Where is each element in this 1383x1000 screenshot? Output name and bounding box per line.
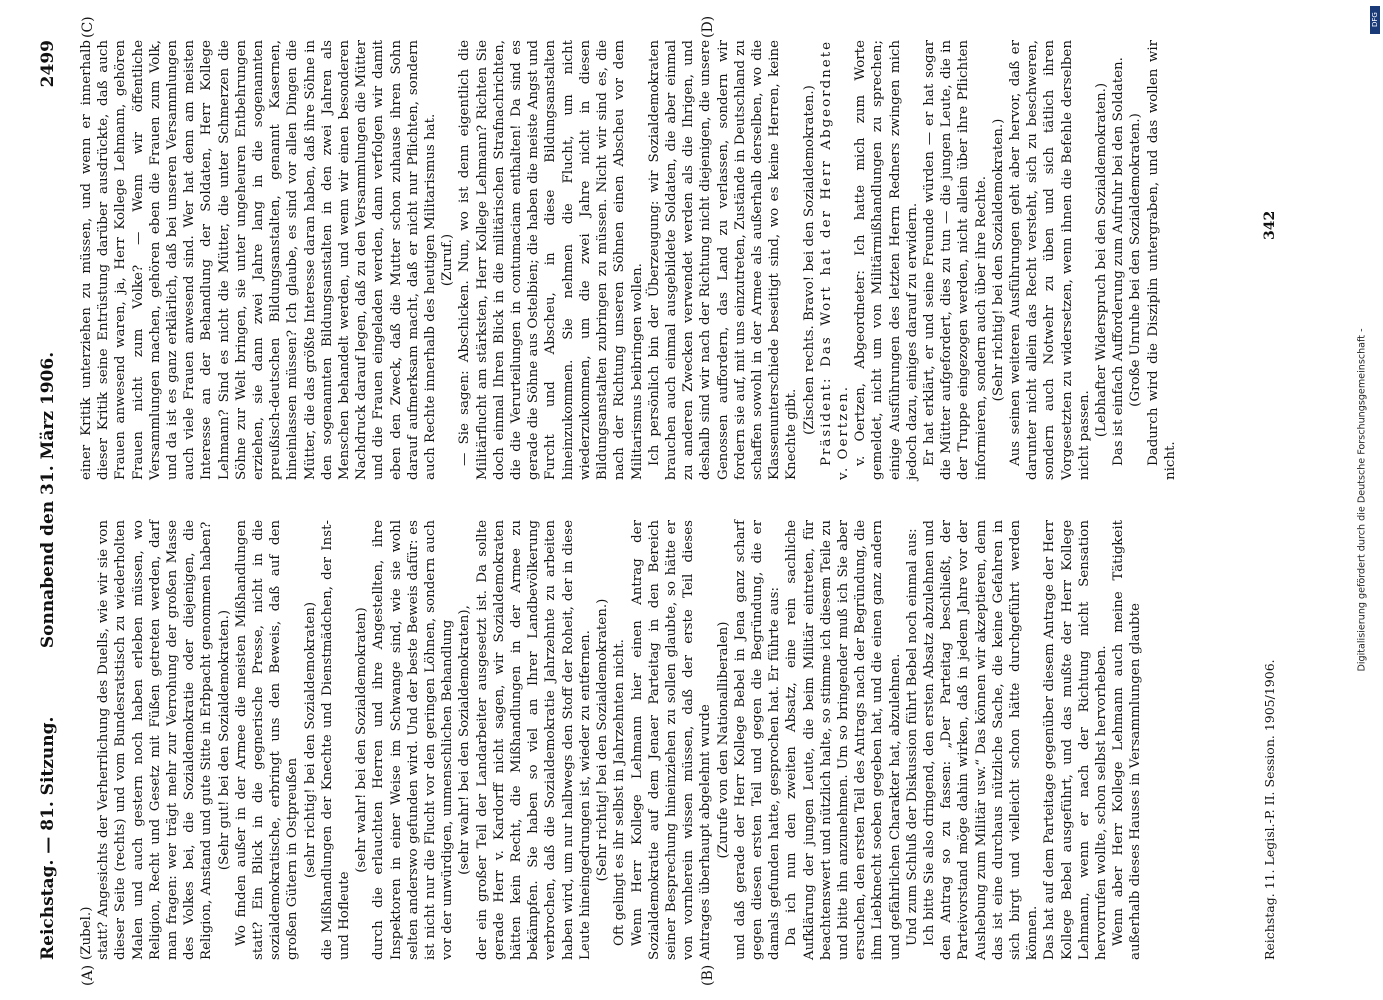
right-column-paragraph: v. Oertzen, Abgeordneter: Ich hatte mich zum Worte gemeldet, nicht um von Militärmißhandlungen zu sprechen; einige Ausführungen des letzten Herrn Redners zwingen mich jedoch dazu, einiges darauf zu erwidern. bbox=[853, 40, 920, 480]
marker-a: (A) bbox=[80, 964, 96, 986]
left-column-paragraph: Da ich nun den zweiten Absatz, eine rein sachliche Aufklärung der jungen Leute, die beim Militär eintreten, für beachtenswert und nützlich halte, so stimme ich diesem Teile zu und bitte ihn anzunehmen. Um so bringender muß ich Sie aber ersuchen, den ersten Teil des Antrags nach der Begründung, die ihm Liebknecht soeben gegeben hat, und die einen ganz andern und gefährlichen Charakter hat, abzulehnen. bbox=[784, 520, 903, 960]
left-column-paragraph: (Zubel.) bbox=[79, 906, 94, 960]
left-column bbox=[78, 520, 1145, 960]
right-column-paragraph: einer Kritik unterziehen zu müssen, und wenn er innerhalb dieser Kritik seine Entrüstung darüber ausdrückte, daß auch Frauen anwesend waren, ja, Herr Kollege Lehmann, gehören Frauen nicht zum Volke? — Wenn wir öffentliche Versammlungen machen, gehören eben die Frauen zum Volk, und da ist es ganz erklärlich, daß bei unseren Versammlungen auch viele Frauen anwesend sind. Wer hat denn am meisten Interesse an der Behandlung der Soldaten, Herr Kollege Lehmann? Sind es nicht die Mütter, die unter Schmerzen die Söhne zur Welt bringen, sie unter ungeheuren Entbehrungen erziehen, sie dann zwei Jahre lang in die sogenannten preußisch-deutschen Bildungsanstalten, genannt Kasernen, hineinlassen müssen? Ich glaube, es sind vor allen Dingen die Mütter, die das größte Interesse daran haben, daß ihre Söhne in den sogenannten Bildungsanstalten in den zwei Jahren als Menschen behandelt werden, und wenn wir einen besonderen Nachdruck darauf legen, daß zu den Versammlungen die Mütter und die Frauen eingeladen werden, dann verfolgen wir damit eben den Zweck, daß die Mutter schon zuhause ihren Sohn darauf aufmerksam macht, daß er nicht nur Pflichten, sondern auch Rechte innerhalb des heutigen Militarismus hat. bbox=[79, 40, 439, 480]
left-column-paragraph: Oft gelingt es ihr selbst in Jahrzehnten nicht. bbox=[612, 639, 628, 946]
right-column-paragraph: (Lebhafter Widerspruch bei den Sozialdemokraten.) bbox=[1093, 82, 1109, 438]
left-column-paragraph: und daß gerade der Herr Kollege Bebel in Jena ganz scharf gegen diesen ersten Teil und gegen die Begründung, die er damals gefunden hatte, gesprochen hat. Er führte aus: bbox=[732, 520, 783, 960]
left-column-paragraph: Wo finden außer in der Armee die meisten Mißhandlungen statt? Ein Blick in die gegnerische Presse, nicht in die sozialdemokratische, erbringt uns den Beweis, daß auf den großen Gütern in Ostpreußen bbox=[233, 520, 301, 960]
right-column-paragraph: (Große Unruhe bei den Sozialdemokraten.) bbox=[1128, 113, 1144, 407]
page-header bbox=[38, 40, 66, 960]
left-column-paragraph: die Mißhandlungen der Knechte und Dienstmädchen, der Inst- und Hofleute bbox=[319, 520, 353, 960]
page-signature: 342 bbox=[1262, 210, 1278, 240]
right-column-paragraph: Ich persönlich bin der Überzeugung: wir Sozialdemokraten brauchen auch einmal ausgebildete Soldaten, die aber einmal zu anderen Zwecken verwendet werden als die Ihrigen, und deshalb sind wir nach der Richtung nicht diejenigen, die unsere Genossen auffordern, das Land zu verlassen, sondern wir fordern sie auf, mit uns einzutreten, Zustände in Deutschland zu schaffen sowohl in der Armee als außerhalb derselben, wo die Klassenunterschiede beseitigt sind, wo es keine Herren, keine Knechte gibt. bbox=[646, 40, 800, 480]
left-column-paragraph: durch die erlauchten Herren und ihre Angestellten, ihre Inspektoren in einer Weise im Schwange sind, wie sie wohl selten anderswo gefunden wird. Und der beste Beweis dafür: es ist nicht nur die Flucht vor den geringen Löhnen, sondern auch vor der unwürdigen, unmenschlichen Behandlung bbox=[371, 520, 456, 960]
right-column-paragraph: (Zuruf.) bbox=[440, 233, 456, 287]
dfg-logo: DFG bbox=[1370, 6, 1380, 34]
right-column-paragraph: Das ist einfach Aufforderung zum Aufruhr bei den Soldaten. bbox=[1111, 57, 1127, 466]
marker-b: (B) bbox=[700, 964, 716, 986]
right-column-paragraph: (Sehr richtig! bei den Sozialdemokraten.) bbox=[990, 118, 1006, 402]
page-footer: Reichstag. 11. Legisl.-P. II. Session. 1905/1906. bbox=[1262, 659, 1277, 960]
marker-c: (C) bbox=[80, 16, 96, 38]
left-column-paragraph: Und zum Schluß der Diskussion führt Bebel noch einmal aus: bbox=[904, 528, 920, 946]
right-column-paragraph: Er hat erklärt, er und seine Freunde würden — er hat sogar die Mütter aufgefordert, dies zu tun — die jungen Leute, die in der Truppe eingezogen werden, nicht allein über ihre Pflichten informieren, sondern auch über ihre Rechte. bbox=[921, 40, 989, 480]
left-column-paragraph: (Zurufe von den Nationalliberalen) bbox=[715, 621, 731, 859]
left-column-paragraph: (sehr richtig! bei den Sozialdemokraten) bbox=[302, 601, 318, 879]
left-column-paragraph: der ein großer Teil der Landarbeiter ausgesetzt ist. Da sollte gerade Herr v. Kardorff nicht sagen, wir Sozialdemokraten hätten kein Recht, die Mißhandlungen in der Armee zu bekämpfen. Sie haben so viel an Ihrer Landbevölkerung verbrochen, daß die Sozialdemokratie Jahrzehnte zu arbeiten haben wird, um nur halbwegs den Stoff der Roheit, der in diese Leute hineingedrungen ist, wieder zu entfernen. bbox=[474, 520, 593, 960]
left-column-paragraph: statt? Angesichts der Verherrlichung des Duells, wie wir sie von dieser Seite (rechts) und vom Bundesratstisch zu wiederholten Malen und auch gestern noch haben erleben müssen, wo Religion, Recht und Gesetz mit Füßen getreten werden, darf man fragen: wer trägt mehr zur Verrohung der großen Masse des Volkes bei, die Sozialdemokratie oder diejenigen, die Religion, Anstand und gute Sitte in Erbpacht genommen haben? bbox=[96, 520, 215, 960]
right-column-paragraph: (Zischen rechts. Bravo! bei den Sozialdemokraten.) bbox=[801, 85, 817, 435]
marker-d: (D) bbox=[700, 15, 716, 38]
credit-text: Digitalisierung gefördert durch die Deutsche Forschungsgemeinschaft - bbox=[1356, 328, 1368, 672]
left-column-paragraph: Wenn Herr Kollege Lehmann hier einen Antrag der Sozialdemokratie auf dem Jenaer Parteitag in den Bereich seiner Besprechung hineinziehen zu sollen glaubte, so hätte er von vornherein wissen müssen, daß der erste Teil dieses Antrages überhaupt abgelehnt wurde bbox=[629, 520, 714, 960]
right-column-paragraph: — Sie sagen: Abschicken. Nun, wo ist denn eigentlich die Militärflucht am stärksten, Herr Kollege Lehmann? Richten Sie doch einmal Ihren Blick in die militärischen Strafnachrichten, die die Verurteilungen in contumaciam enthalten! Da sind es gerade die Söhne aus Ostelbien; die haben die meiste Angst und Furcht und Abscheu, in diese Bildungsanstalten hineinzukommen. Sie nehmen die Flucht, um nicht wiederzukommen, um die zwei Jahre nicht in diesen Bildungsanstalten zubringen zu müssen. Nicht wir sind es, die nach der Richtung unseren Söhnen einen Abscheu vor dem Militarismus beibringen wollen. bbox=[457, 40, 645, 480]
left-column-paragraph: (sehr wahr! bei den Sozialdemokraten), bbox=[457, 605, 473, 875]
right-column-paragraph: Aus seinen weiteren Ausführungen geht aber hervor, daß er darunter nicht allein das Recht versteht, sich zu beschweren, sondern auch Notwehr zu üben und sich tätlich ihren Vorgesetzten zu widersetzen, wenn ihnen die Befehle derselben nicht passen. bbox=[1007, 40, 1092, 480]
left-column-paragraph: Wenn aber Herr Kollege Lehmann auch meine Tätigkeit außerhalb dieses Hauses in Versammlungen glaubte bbox=[1111, 520, 1144, 960]
left-column-paragraph: (sehr wahr! bei den Sozialdemokraten) bbox=[354, 607, 370, 873]
left-column-paragraph: (Sehr richtig! bei den Sozialdemokraten.) bbox=[595, 598, 611, 882]
left-column-paragraph: Das hat auf dem Parteitage gegenüber diesem Antrage der Herr Kollege Bebel ausgeführt, und das mußte der Herr Kollege Lehmann, wenn er nach der Richtung nicht Sensation hervorrufen wollte, schon selbst hervorheben. bbox=[1042, 520, 1109, 960]
header-left: Reichstag. — 81. Sitzung. bbox=[38, 716, 58, 960]
right-column bbox=[78, 40, 1179, 480]
right-column-paragraph: Präsident: Das Wort hat der Herr Abgeordnete v. Oertzen. bbox=[818, 40, 851, 480]
right-column-paragraph: Dadurch wird die Disziplin untergraben, und das wollen wir nicht. bbox=[1145, 40, 1178, 480]
header-date: Sonnabend den 31. März 1906. bbox=[38, 351, 58, 649]
left-column-paragraph: (Sehr gut! bei den Sozialdemokraten.) bbox=[216, 609, 232, 871]
page-number: 2499 bbox=[38, 40, 58, 88]
left-column-paragraph: Ich bitte Sie also dringend, den ersten Absatz abzulehnen und den Antrag so zu fassen: „Der Parteitag beschließt, der Parteivorstand möge dahin wirken, daß in jedem Jahre vor der Aushebung zum Militär usw.“ Das können wir akzeptieren, denn das ist eine durchaus nützliche Sache, die keine Gefahren in sich birgt und vielleicht schon hätte durchgeführt werden können. bbox=[921, 520, 1041, 960]
